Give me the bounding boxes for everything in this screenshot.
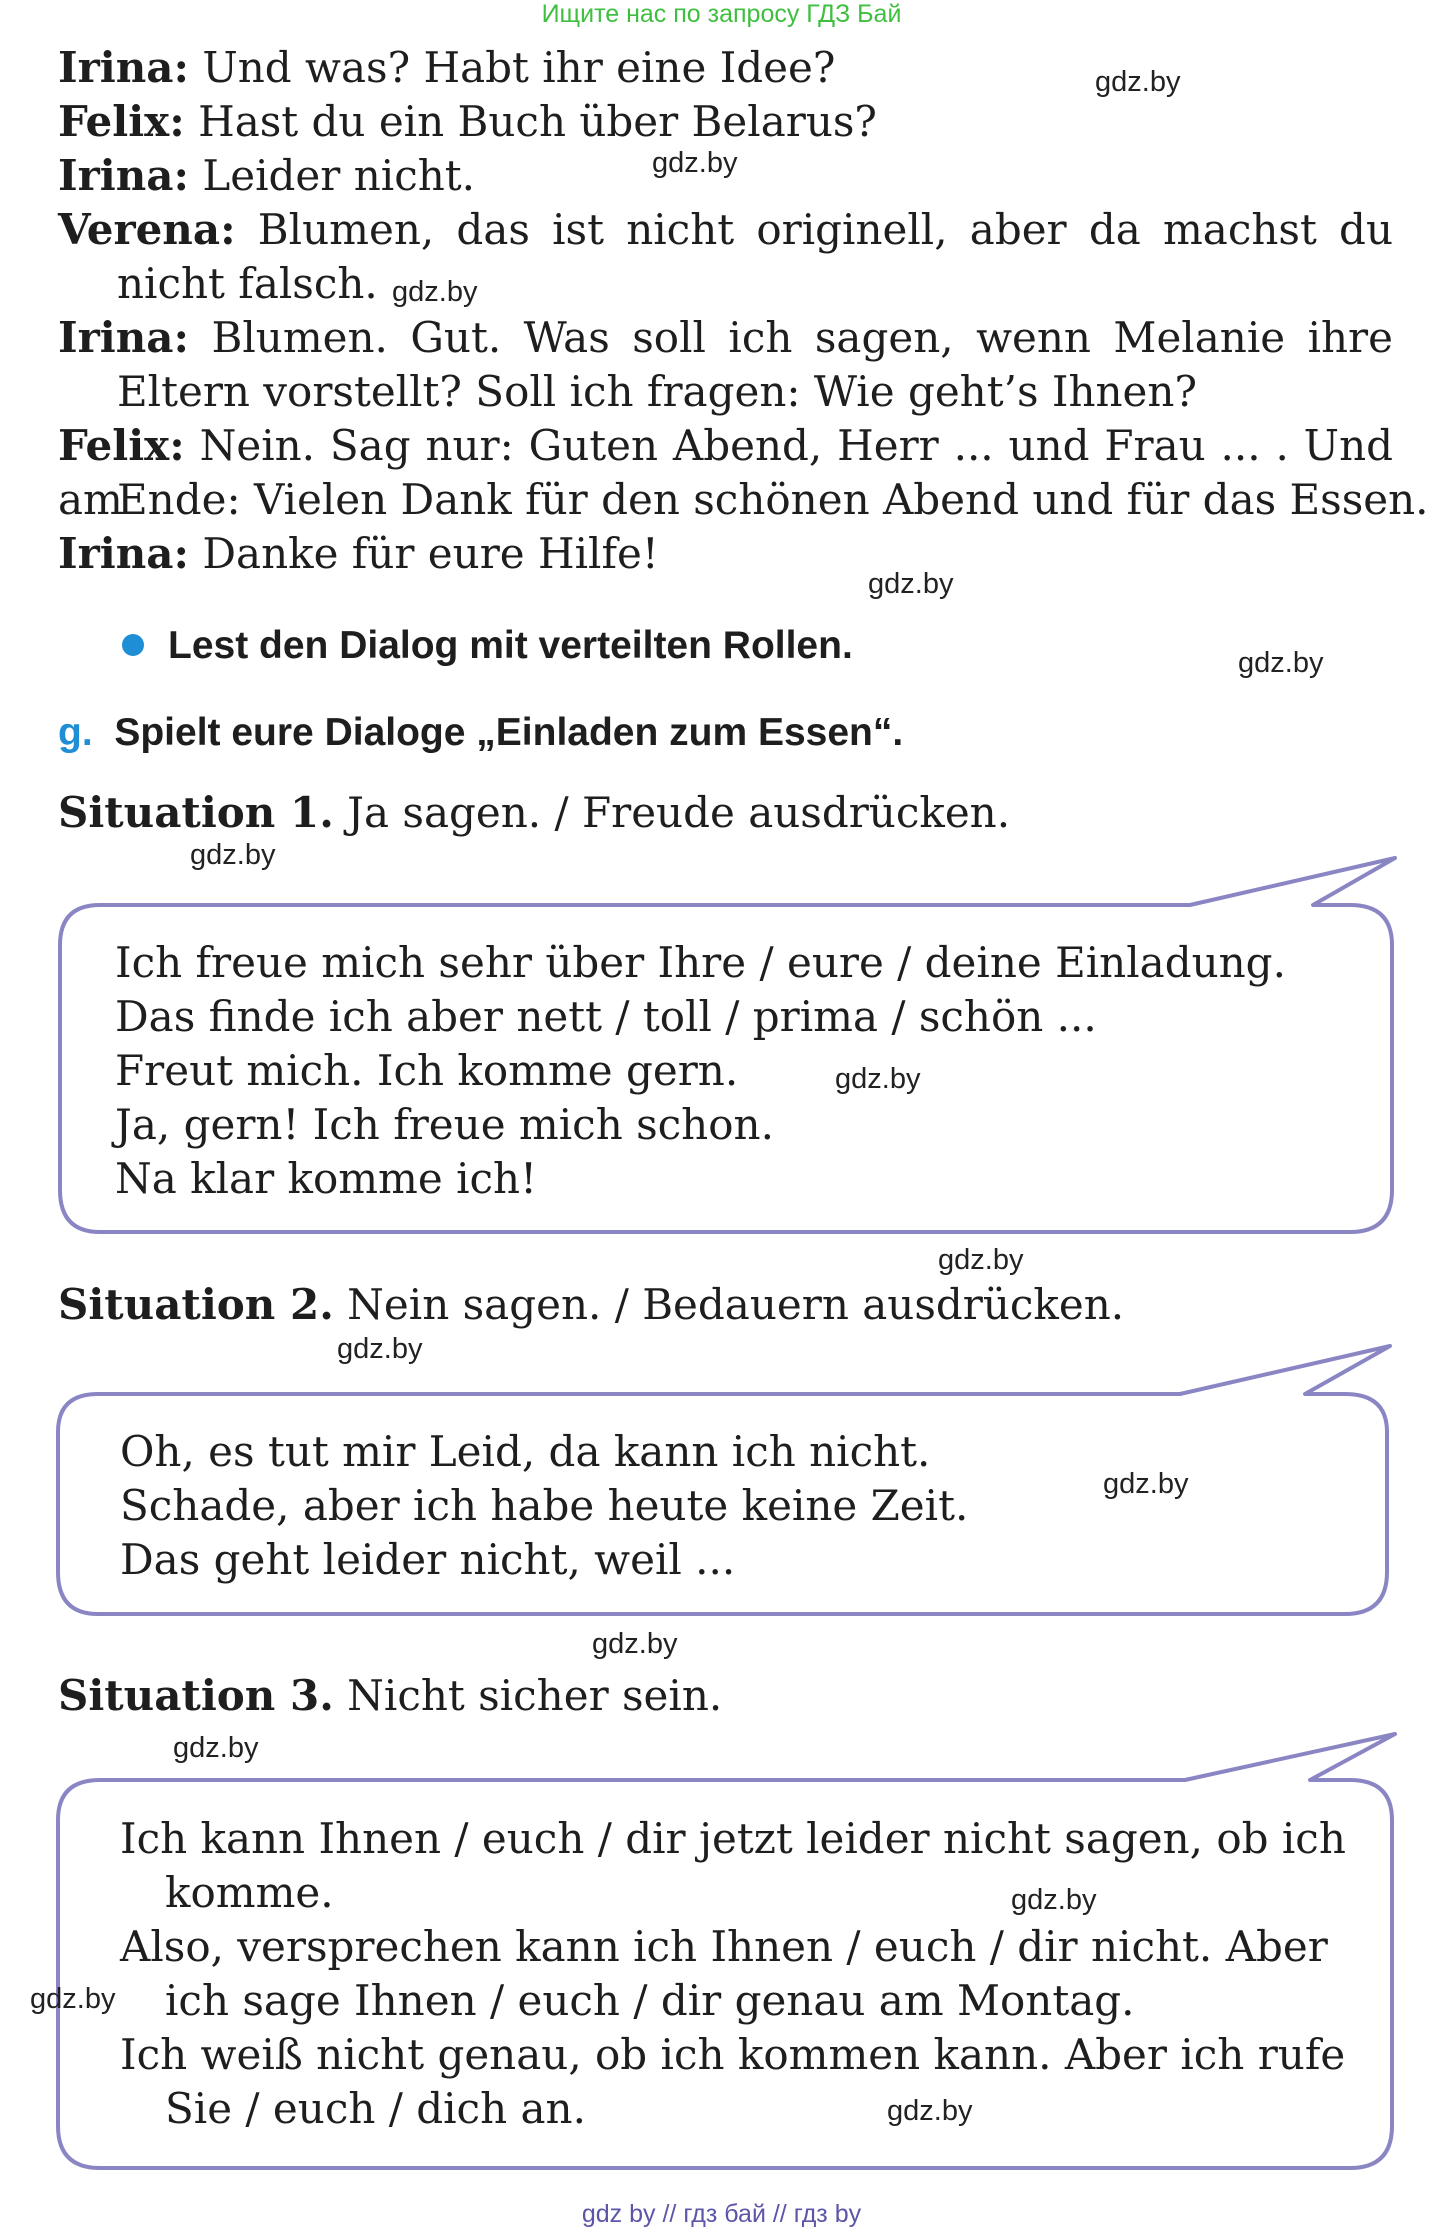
- dialog-line: Irina: Danke für eure Hilfe!: [58, 529, 659, 578]
- bubble-line: Na klar komme ich!: [115, 1154, 537, 1203]
- watermark: gdz.by: [30, 1983, 116, 2015]
- watermark: gdz.by: [1095, 66, 1181, 98]
- bubble-line: Sie / euch / dich an.: [165, 2084, 586, 2133]
- bubble-line: Ich freue mich sehr über Ihre / eure / deine Einladung.: [115, 938, 1286, 987]
- watermark: gdz.by: [592, 1628, 678, 1660]
- dialog-line-cont: Ende: Vielen Dank für den schönen Abend und für das Essen.: [117, 475, 1429, 524]
- task-g: g. Spielt eure Dialoge „Einladen zum Essen“.: [58, 711, 904, 754]
- watermark: gdz.by: [173, 1732, 259, 1764]
- watermark: gdz.by: [938, 1244, 1024, 1276]
- watermark: gdz.by: [337, 1333, 423, 1365]
- watermark: gdz.by: [652, 147, 738, 179]
- watermark: gdz.by: [190, 839, 276, 871]
- bubble-line: Das geht leider nicht, weil ...: [120, 1535, 736, 1584]
- dialog-line: Verena: Blumen, das ist nicht originell, aber da machst du: [58, 205, 1393, 254]
- situation-heading: Situation 1. Ja sagen. / Freude ausdrücken.: [58, 788, 1011, 837]
- dialog-line: Irina: Blumen. Gut. Was soll ich sagen, wenn Melanie ihre: [58, 313, 1393, 362]
- bubble-line: Freut mich. Ich komme gern.: [115, 1046, 739, 1095]
- watermark: gdz.by: [868, 568, 954, 600]
- watermark: gdz.by: [1011, 1884, 1097, 1916]
- footer: gdz by // гдз бай // гдз by: [581, 2200, 862, 2228]
- bullet-task: Lest den Dialog mit verteilten Rollen.: [168, 624, 853, 667]
- watermark: gdz.by: [392, 276, 478, 308]
- dialog-line: Irina: Und was? Habt ihr eine Idee?: [58, 43, 836, 92]
- dialog-line-cont: nicht falsch.: [117, 259, 378, 308]
- bubble-line: komme.: [165, 1868, 334, 1917]
- bubble-line: Ich weiß nicht genau, ob ich kommen kann. Aber ich rufe: [120, 2030, 1346, 2079]
- watermark: gdz.by: [887, 2095, 973, 2127]
- watermark: gdz.by: [835, 1063, 921, 1095]
- bubble-line: Ja, gern! Ich freue mich schon.: [115, 1100, 774, 1149]
- dialog-line: Felix: Nein. Sag nur: Guten Abend, Herr ... und Frau ... . Und am: [58, 421, 1394, 524]
- dialog-line: Irina: Leider nicht.: [58, 151, 475, 200]
- dialog-line-cont: Eltern vorstellt? Soll ich fragen: Wie geht’s Ihnen?: [117, 367, 1197, 416]
- watermark: gdz.by: [1238, 647, 1324, 679]
- situation-heading: Situation 3. Nicht sicher sein.: [58, 1671, 723, 1720]
- bubble-line: Ich kann Ihnen / euch / dir jetzt leider nicht sagen, ob ich: [120, 1814, 1346, 1863]
- bubble-line: ich sage Ihnen / euch / dir genau am Montag.: [165, 1976, 1135, 2025]
- bubble-line: Das finde ich aber nett / toll / prima / schön ...: [115, 992, 1097, 1041]
- situation-heading: Situation 2. Nein sagen. / Bedauern ausdrücken.: [58, 1280, 1125, 1329]
- top-banner: Ищите нас по запросу ГДЗ Бай: [541, 0, 902, 28]
- bubble-line: Oh, es tut mir Leid, da kann ich nicht.: [120, 1427, 931, 1476]
- watermark: gdz.by: [1103, 1468, 1189, 1500]
- bubble-line: Schade, aber ich habe heute keine Zeit.: [120, 1481, 969, 1530]
- dialog-line: Felix: Hast du ein Buch über Belarus?: [58, 97, 877, 146]
- bubble-line: Also, versprechen kann ich Ihnen / euch / dir nicht. Aber: [120, 1922, 1328, 1971]
